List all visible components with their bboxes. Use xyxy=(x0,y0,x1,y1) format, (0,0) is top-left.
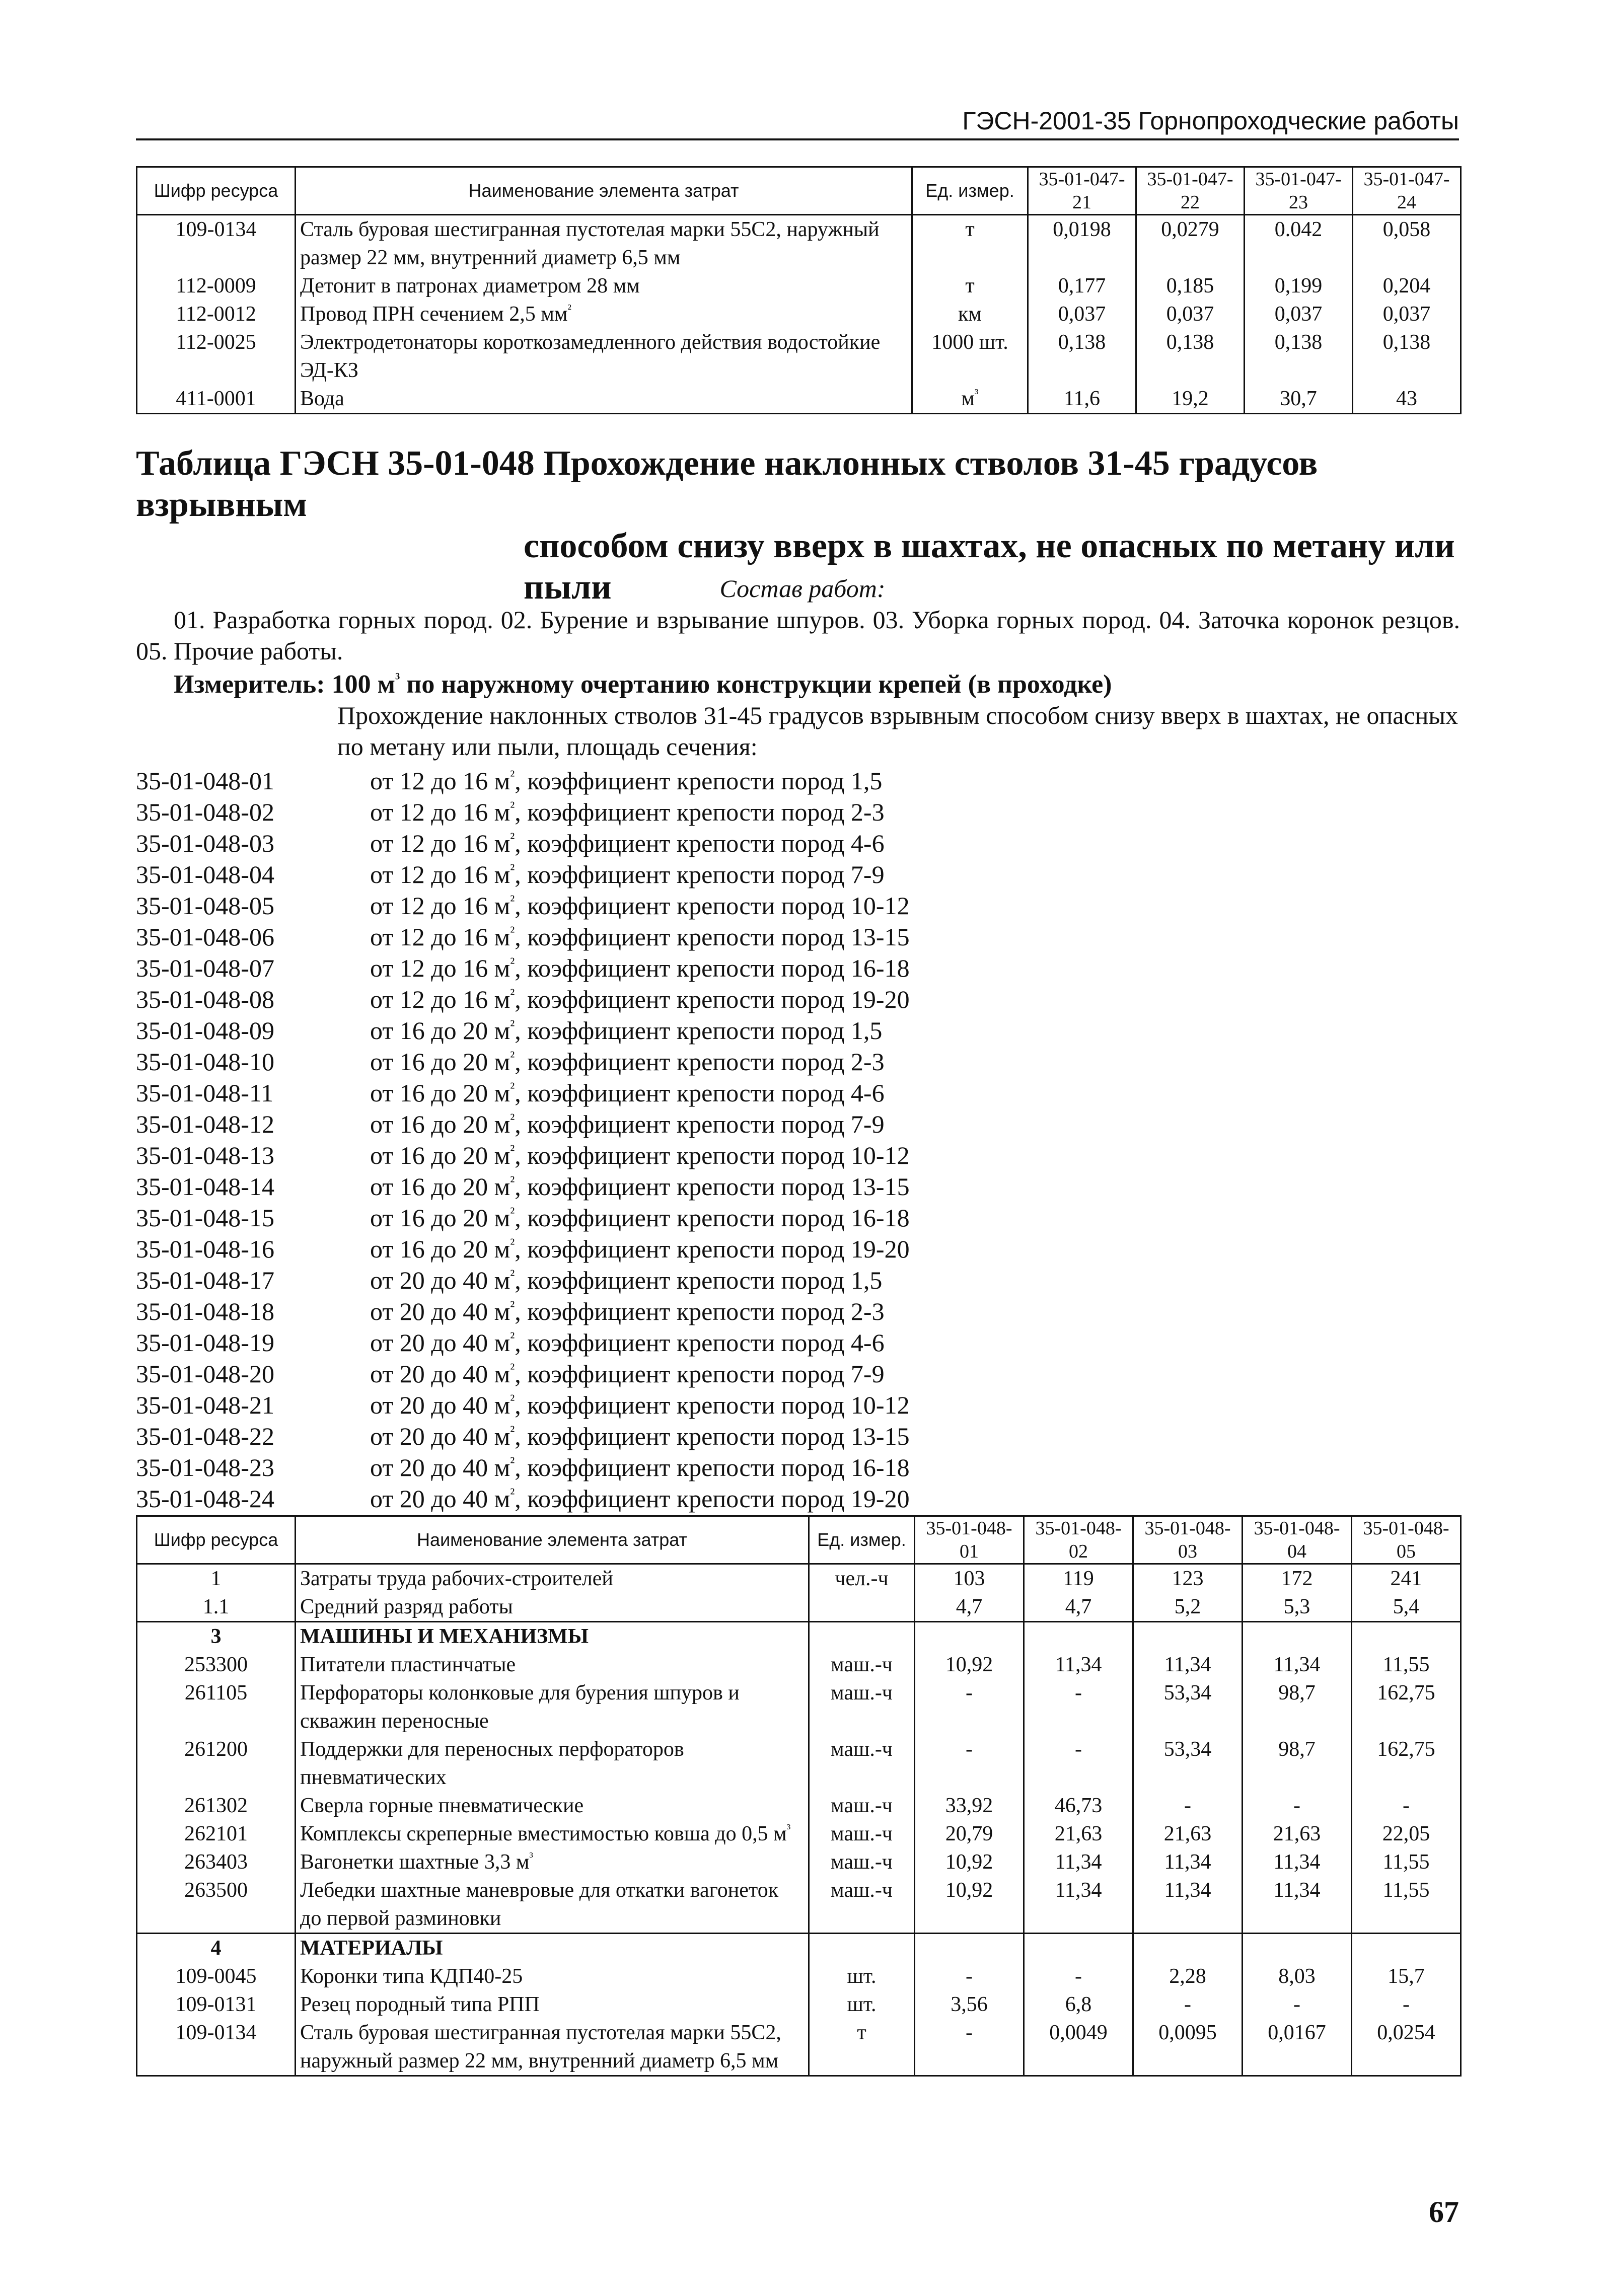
norm-code: 35-01-048-13 xyxy=(136,1141,274,1169)
list-item xyxy=(136,1046,910,1077)
cell-unit: шт. xyxy=(809,1990,915,2019)
norm-description: от 16 до 20 $м^{^2}$, коэффициент крепости пород 2-3 xyxy=(370,1048,885,1076)
cell-value: 172 xyxy=(1243,1564,1352,1593)
cell-resource-code: 3 xyxy=(137,1622,296,1651)
work-composition-text: 01. Разработка горных пород. 02. Бурение и взрывание шпуров. 03. Уборка горных пород. 04. Заточка коронок резцов. 05. Прочие работы. xyxy=(136,606,1460,665)
cell-cost-element: МАШИНЫ И МЕХАНИЗМЫ xyxy=(296,1622,809,1651)
list-item xyxy=(136,1327,910,1358)
cell-value: 11,34 xyxy=(1024,1876,1133,1934)
list-item xyxy=(136,1171,910,1202)
header-norm-code: 35-01-048-04 xyxy=(1243,1516,1352,1564)
cell-value: 11,34 xyxy=(1243,1876,1352,1934)
cell-value: 11,34 xyxy=(1133,1876,1243,1934)
cell-value: 4,7 xyxy=(1024,1593,1133,1622)
table-row xyxy=(137,1593,1461,1622)
list-item xyxy=(136,828,910,859)
cell-value: 119 xyxy=(1024,1564,1133,1593)
list-intro: Прохождение наклонных стволов 31-45 градусов взрывным способом снизу вверх в шахтах, не опасных по метану или пыли, площадь сечения: xyxy=(337,701,1458,761)
list-item xyxy=(136,890,910,921)
header-norm-code: 35-01-047-23 xyxy=(1245,167,1353,215)
cell-cost-element: Вода xyxy=(296,385,912,414)
table-row xyxy=(137,385,1461,414)
cell-value: 19,2 xyxy=(1136,385,1245,414)
cell-resource-code: 261105 xyxy=(137,1679,296,1735)
cell-value: 0,0198 xyxy=(1028,215,1136,272)
header-norm-code: 35-01-048-03 xyxy=(1133,1516,1243,1564)
norm-description: от 12 до 16 $м^{^2}$, коэффициент крепости пород 13-15 xyxy=(370,923,910,951)
norm-code: 35-01-048-18 xyxy=(136,1297,274,1325)
cell-cost-element: Коронки типа КДП40-25 xyxy=(296,1962,809,1990)
cell-cost-element: Поддержки для переносных перфораторов пневматических xyxy=(296,1735,809,1792)
cell-value xyxy=(1352,1622,1461,1651)
cell-value: 0,058 xyxy=(1353,215,1461,272)
cell-value: 11,34 xyxy=(1243,1848,1352,1876)
norm-code: 35-01-048-21 xyxy=(136,1391,274,1419)
header-norm-code: 35-01-047-24 xyxy=(1353,167,1461,215)
cell-value: - xyxy=(1024,1679,1133,1735)
cell-cost-element: Вагонетки шахтные 3,3 $м^{^3}$ xyxy=(296,1848,809,1876)
cell-value: - xyxy=(915,1962,1024,1990)
cell-value: 123 xyxy=(1133,1564,1243,1593)
cell-value: 22,05 xyxy=(1352,1820,1461,1848)
cell-unit xyxy=(809,1622,915,1651)
header-code: Шифр ресурса xyxy=(137,167,296,215)
cell-value: 6,8 xyxy=(1024,1990,1133,2019)
cell-value: 0,0167 xyxy=(1243,2019,1352,2076)
table-row xyxy=(137,1990,1461,2019)
cell-cost-element: Средний разряд работы xyxy=(296,1593,809,1622)
cell-cost-element: МАТЕРИАЛЫ xyxy=(296,1934,809,1963)
cell-value: 53,34 xyxy=(1133,1735,1243,1792)
work-composition-label: Состав работ: xyxy=(719,574,886,603)
header-norm-code: 35-01-048-02 xyxy=(1024,1516,1133,1564)
running-header xyxy=(136,103,1459,140)
header-norm-code: 35-01-047-21 xyxy=(1028,167,1136,215)
cell-value: 33,92 xyxy=(915,1792,1024,1820)
cell-resource-code: 1.1 xyxy=(137,1593,296,1622)
cell-value: 11,34 xyxy=(1243,1651,1352,1679)
header-norm-code: 35-01-048-01 xyxy=(915,1516,1024,1564)
header-unit: Ед. измер. xyxy=(809,1516,915,1564)
cell-value: 46,73 xyxy=(1024,1792,1133,1820)
cell-value: 11,34 xyxy=(1024,1848,1133,1876)
norm-list xyxy=(136,765,910,1514)
cell-value: - xyxy=(1133,1792,1243,1820)
header-norm-code: 35-01-047-22 xyxy=(1136,167,1245,215)
table-row xyxy=(137,215,1461,272)
cell-value: - xyxy=(915,1679,1024,1735)
cell-unit: маш.-ч xyxy=(809,1876,915,1934)
norm-description: от 12 до 16 $м^{^2}$, коэффициент крепости пород 4-6 xyxy=(370,829,885,857)
table-row xyxy=(137,1651,1461,1679)
list-item xyxy=(136,765,910,796)
cell-value: 0,0049 xyxy=(1024,2019,1133,2076)
header-code: Шифр ресурса xyxy=(137,1516,296,1564)
norm-description: от 12 до 16 $м^{^2}$, коэффициент крепости пород 2-3 xyxy=(370,798,885,826)
cell-value: 3,56 xyxy=(915,1990,1024,2019)
cell-value: 21,63 xyxy=(1243,1820,1352,1848)
cell-value: 5,3 xyxy=(1243,1593,1352,1622)
cell-unit: маш.-ч xyxy=(809,1679,915,1735)
table-row xyxy=(137,1622,1461,1651)
norm-description: от 12 до 16 $м^{^2}$, коэффициент крепости пород 16-18 xyxy=(370,954,910,982)
cell-value: 103 xyxy=(915,1564,1024,1593)
cell-value: 0,138 xyxy=(1028,328,1136,385)
cell-cost-element: Питатели пластинчатые xyxy=(296,1651,809,1679)
cell-cost-element: Детонит в патронах диаметром 28 мм xyxy=(296,272,912,300)
cell-resource-code: 4 xyxy=(137,1934,296,1963)
norm-code: 35-01-048-24 xyxy=(136,1485,274,1513)
table-row xyxy=(137,1792,1461,1820)
cell-value: 43 xyxy=(1353,385,1461,414)
cell-value: - xyxy=(1243,1990,1352,2019)
table-title-line3: пыли xyxy=(524,568,612,607)
norm-description: от 20 до 40 $м^{^2}$, коэффициент крепости пород 1,5 xyxy=(370,1266,883,1294)
norm-code: 35-01-048-06 xyxy=(136,923,274,951)
norm-description: от 12 до 16 $м^{^2}$, коэффициент крепости пород 1,5 xyxy=(370,767,883,795)
cell-unit: т xyxy=(809,2019,915,2076)
cell-value: 0,138 xyxy=(1245,328,1353,385)
cell-resource-code: 112-0012 xyxy=(137,300,296,328)
cell-value: - xyxy=(1133,1990,1243,2019)
cell-unit: маш.-ч xyxy=(809,1848,915,1876)
norm-code: 35-01-048-12 xyxy=(136,1110,274,1138)
cell-value: 0,0095 xyxy=(1133,2019,1243,2076)
cell-value: 10,92 xyxy=(915,1876,1024,1934)
cell-cost-element: Сталь буровая шестигранная пустотелая марки 55С2, наружный размер 22 мм, внутренний диаметр 6,5 мм xyxy=(296,2019,809,2076)
list-item xyxy=(136,1140,910,1171)
cell-resource-code: 263403 xyxy=(137,1848,296,1876)
norm-description: от 20 до 40 $м^{^2}$, коэффициент крепости пород 16-18 xyxy=(370,1453,910,1482)
cell-value: - xyxy=(1352,1792,1461,1820)
cell-value: 0,204 xyxy=(1353,272,1461,300)
cell-resource-code: 109-0134 xyxy=(137,215,296,272)
norm-description: от 20 до 40 $м^{^2}$, коэффициент крепости пород 10-12 xyxy=(370,1391,910,1419)
norm-code: 35-01-048-11 xyxy=(136,1079,274,1107)
cell-resource-code: 112-0009 xyxy=(137,272,296,300)
list-item xyxy=(136,1452,910,1483)
table-row xyxy=(137,1934,1461,1963)
cell-unit xyxy=(809,1934,915,1963)
norm-code: 35-01-048-08 xyxy=(136,985,274,1013)
table-row xyxy=(137,328,1461,385)
norm-code: 35-01-048-03 xyxy=(136,829,274,857)
cell-value xyxy=(1024,1934,1133,1963)
cell-resource-code: 112-0025 xyxy=(137,328,296,385)
norm-description: от 16 до 20 $м^{^2}$, коэффициент крепости пород 16-18 xyxy=(370,1204,910,1232)
cell-value: 8,03 xyxy=(1243,1962,1352,1990)
list-item xyxy=(136,952,910,984)
cell-resource-code: 1 xyxy=(137,1564,296,1593)
norm-description: от 12 до 16 $м^{^2}$, коэффициент крепости пород 10-12 xyxy=(370,892,910,920)
list-item xyxy=(136,1108,910,1140)
list-item xyxy=(136,1296,910,1327)
cell-value: - xyxy=(1243,1792,1352,1820)
cell-unit: т xyxy=(912,215,1028,272)
cell-resource-code: 411-0001 xyxy=(137,385,296,414)
cell-value: 98,7 xyxy=(1243,1679,1352,1735)
cell-value: 21,63 xyxy=(1024,1820,1133,1848)
cell-resource-code: 253300 xyxy=(137,1651,296,1679)
cell-value: 11,34 xyxy=(1133,1651,1243,1679)
table-row xyxy=(137,300,1461,328)
cell-value: - xyxy=(915,1735,1024,1792)
cell-unit xyxy=(809,1593,915,1622)
list-item xyxy=(136,796,910,828)
cell-value: 5,4 xyxy=(1352,1593,1461,1622)
cell-cost-element: Комплексы скреперные вместимостью ковша до 0,5 $м^{^3}$ xyxy=(296,1820,809,1848)
norm-description: от 16 до 20 $м^{^2}$, коэффициент крепости пород 4-6 xyxy=(370,1079,885,1107)
table-row xyxy=(137,1848,1461,1876)
norm-code: 35-01-048-15 xyxy=(136,1204,274,1232)
cell-unit: $м^{^3}$ xyxy=(912,385,1028,414)
table-row xyxy=(137,1735,1461,1792)
cell-value: 15,7 xyxy=(1352,1962,1461,1990)
cell-unit: т xyxy=(912,272,1028,300)
norm-description: от 16 до 20 $м^{^2}$, коэффициент крепости пород 13-15 xyxy=(370,1172,910,1201)
cell-unit: км xyxy=(912,300,1028,328)
norm-description: от 16 до 20 $м^{^2}$, коэффициент крепости пород 19-20 xyxy=(370,1235,910,1263)
header-norm-code: 35-01-048-05 xyxy=(1352,1516,1461,1564)
cell-value: 0,138 xyxy=(1353,328,1461,385)
norm-code: 35-01-048-16 xyxy=(136,1235,274,1263)
cell-resource-code: 261302 xyxy=(137,1792,296,1820)
cell-value: - xyxy=(1024,1962,1133,1990)
cell-value: 11,6 xyxy=(1028,385,1136,414)
cell-unit: маш.-ч xyxy=(809,1651,915,1679)
table-row xyxy=(137,1876,1461,1934)
norm-code: 35-01-048-10 xyxy=(136,1048,274,1076)
norm-code: 35-01-048-01 xyxy=(136,767,274,795)
cell-value: - xyxy=(1024,1735,1133,1792)
cell-value xyxy=(1352,1934,1461,1963)
cell-value xyxy=(915,1934,1024,1963)
cell-value xyxy=(1133,1934,1243,1963)
cell-value: 21,63 xyxy=(1133,1820,1243,1848)
cell-value xyxy=(1024,1622,1133,1651)
norm-description: от 16 до 20 $м^{^2}$, коэффициент крепости пород 7-9 xyxy=(370,1110,885,1138)
cell-value: 241 xyxy=(1352,1564,1461,1593)
cell-cost-element: Лебедки шахтные маневровые для откатки вагонеток до первой разминовки xyxy=(296,1876,809,1934)
norm-description: от 20 до 40 $м^{^2}$, коэффициент крепости пород 4-6 xyxy=(370,1328,885,1357)
cell-unit: маш.-ч xyxy=(809,1820,915,1848)
cell-value: 11,55 xyxy=(1352,1876,1461,1934)
cell-resource-code: 109-0045 xyxy=(137,1962,296,1990)
cell-value: - xyxy=(915,2019,1024,2076)
cell-value xyxy=(1243,1622,1352,1651)
cell-value xyxy=(1133,1622,1243,1651)
cell-resource-code: 109-0131 xyxy=(137,1990,296,2019)
cell-value: 0.042 xyxy=(1245,215,1353,272)
cell-value: 0,138 xyxy=(1136,328,1245,385)
cell-cost-element: Сверла горные пневматические xyxy=(296,1792,809,1820)
cell-unit: чел.-ч xyxy=(809,1564,915,1593)
cell-value xyxy=(1243,1934,1352,1963)
cell-value: 0,037 xyxy=(1245,300,1353,328)
header-unit: Ед. измер. xyxy=(912,167,1028,215)
cell-value: 98,7 xyxy=(1243,1735,1352,1792)
cell-value: 11,34 xyxy=(1024,1651,1133,1679)
cell-resource-code: 262101 xyxy=(137,1820,296,1848)
norm-description: от 20 до 40 $м^{^2}$, коэффициент крепости пород 7-9 xyxy=(370,1360,885,1388)
page-number: 67 xyxy=(1429,2195,1459,2229)
cell-value: 0,0254 xyxy=(1352,2019,1461,2076)
cell-value: 162,75 xyxy=(1352,1735,1461,1792)
norm-code: 35-01-048-05 xyxy=(136,892,274,920)
norm-description: от 12 до 16 $м^{^2}$, коэффициент крепости пород 19-20 xyxy=(370,985,910,1013)
norm-code: 35-01-048-02 xyxy=(136,798,274,826)
list-item xyxy=(136,1358,910,1389)
cell-value: 2,28 xyxy=(1133,1962,1243,1990)
table-row xyxy=(137,1962,1461,1990)
cell-value: 0,199 xyxy=(1245,272,1353,300)
running-header-text: ГЭСН-2001-35 Горнопроходческие работы xyxy=(962,107,1459,135)
norm-code: 35-01-048-14 xyxy=(136,1172,274,1201)
cell-value: 11,55 xyxy=(1352,1651,1461,1679)
cell-value: 11,55 xyxy=(1352,1848,1461,1876)
cell-cost-element: Резец породный типа РПП xyxy=(296,1990,809,2019)
norm-code: 35-01-048-17 xyxy=(136,1266,274,1294)
cell-value: 30,7 xyxy=(1245,385,1353,414)
cell-value: 10,92 xyxy=(915,1848,1024,1876)
list-item xyxy=(136,984,910,1015)
list-item xyxy=(136,1233,910,1265)
norm-code: 35-01-048-04 xyxy=(136,860,274,888)
norm-code: 35-01-048-23 xyxy=(136,1453,274,1482)
norm-code: 35-01-048-09 xyxy=(136,1016,274,1045)
list-item xyxy=(136,1421,910,1452)
norm-description: от 20 до 40 $м^{^2}$, коэффициент крепости пород 13-15 xyxy=(370,1422,910,1450)
cell-cost-element: Провод ПРН сечением 2,5 $мм^{^2}$ xyxy=(296,300,912,328)
norm-description: от 20 до 40 $м^{^2}$, коэффициент крепости пород 19-20 xyxy=(370,1485,910,1513)
list-item xyxy=(136,921,910,952)
list-item xyxy=(136,1389,910,1421)
list-item xyxy=(136,1265,910,1296)
cell-value: 0,037 xyxy=(1353,300,1461,328)
cell-value: 0,037 xyxy=(1136,300,1245,328)
header-name: Наименование элемента затрат xyxy=(296,1516,809,1564)
norm-code: 35-01-048-07 xyxy=(136,954,274,982)
norm-code: 35-01-048-19 xyxy=(136,1328,274,1357)
cell-unit: 1000 шт. xyxy=(912,328,1028,385)
cell-unit: маш.-ч xyxy=(809,1735,915,1792)
cell-resource-code: 263500 xyxy=(137,1876,296,1934)
cell-cost-element: Затраты труда рабочих-строителей xyxy=(296,1564,809,1593)
cell-value: 0,037 xyxy=(1028,300,1136,328)
cell-unit: маш.-ч xyxy=(809,1792,915,1820)
cell-value: 4,7 xyxy=(915,1593,1024,1622)
header-name: Наименование элемента затрат xyxy=(296,167,912,215)
table-row xyxy=(137,272,1461,300)
cell-value: 20,79 xyxy=(915,1820,1024,1848)
norm-description: от 20 до 40 $м^{^2}$, коэффициент крепости пород 2-3 xyxy=(370,1297,885,1325)
list-item xyxy=(136,1483,910,1514)
cell-value: 11,34 xyxy=(1133,1848,1243,1876)
list-item xyxy=(136,1015,910,1046)
cell-value: 10,92 xyxy=(915,1651,1024,1679)
resource-table-048 xyxy=(136,1515,1462,2077)
cell-cost-element: Сталь буровая шестигранная пустотелая марки 55С2, наружный размер 22 мм, внутренний диаметр 6,5 мм xyxy=(296,215,912,272)
cell-value: 162,75 xyxy=(1352,1679,1461,1735)
norm-description: от 16 до 20 $м^{^2}$, коэффициент крепости пород 1,5 xyxy=(370,1016,883,1045)
table-row xyxy=(137,1820,1461,1848)
table-row xyxy=(137,2019,1461,2076)
norm-description: от 12 до 16 $м^{^2}$, коэффициент крепости пород 7-9 xyxy=(370,860,885,888)
resource-table-047 xyxy=(136,166,1462,414)
table-row xyxy=(137,1564,1461,1593)
table-title-line1: Таблица ГЭСН 35-01-048 Прохождение наклонных стволов 31-45 градусов взрывным xyxy=(136,444,1318,524)
norm-code: 35-01-048-20 xyxy=(136,1360,274,1388)
cell-cost-element: Электродетонаторы короткозамедленного действия водостойкие ЭД-КЗ xyxy=(296,328,912,385)
cell-value: 0,0279 xyxy=(1136,215,1245,272)
list-item xyxy=(136,1202,910,1233)
cell-value: 0,185 xyxy=(1136,272,1245,300)
cell-value: 0,177 xyxy=(1028,272,1136,300)
cell-value: 5,2 xyxy=(1133,1593,1243,1622)
cell-value xyxy=(915,1622,1024,1651)
norm-description: от 16 до 20 $м^{^2}$, коэффициент крепости пород 10-12 xyxy=(370,1141,910,1169)
cell-resource-code: 109-0134 xyxy=(137,2019,296,2076)
table-row xyxy=(137,1679,1461,1735)
cell-value: 53,34 xyxy=(1133,1679,1243,1735)
table-title-line2: способом снизу вверх в шахтах, не опасных по метану или xyxy=(524,527,1455,565)
cell-unit: шт. xyxy=(809,1962,915,1990)
list-item xyxy=(136,1077,910,1108)
cell-value: - xyxy=(1352,1990,1461,2019)
list-item xyxy=(136,859,910,890)
norm-code: 35-01-048-22 xyxy=(136,1422,274,1450)
cell-cost-element: Перфораторы колонковые для бурения шпуров и скважин переносные xyxy=(296,1679,809,1735)
measure-unit: Измеритель: 100 $м^{^3}$ по наружному очертанию конструкции крепей (в проходке) xyxy=(174,669,1112,699)
cell-resource-code: 261200 xyxy=(137,1735,296,1792)
